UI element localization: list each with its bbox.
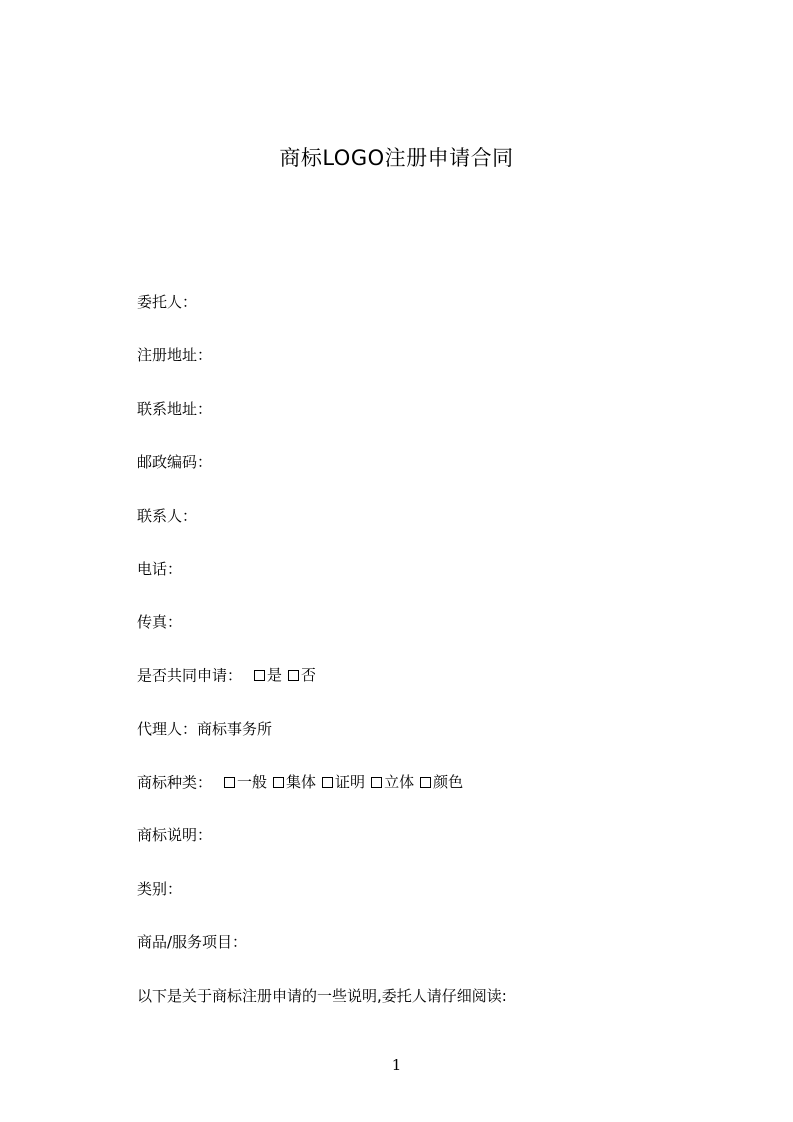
type-option-certification[interactable]: 证明 xyxy=(322,773,365,791)
field-joint-application xyxy=(137,666,322,685)
field-fax: 传真： xyxy=(137,613,183,631)
field-goods-services: 商品/服务项目： xyxy=(137,933,248,951)
field-contact-person: 联系人： xyxy=(137,507,198,525)
instruction-note: 以下是关于商标注册申请的一些说明,委托人请仔细阅读: xyxy=(137,987,507,1005)
checkbox-icon[interactable] xyxy=(420,777,431,788)
field-client: 委托人： xyxy=(137,293,198,311)
checkbox-icon[interactable] xyxy=(273,777,284,788)
checkbox-icon[interactable] xyxy=(371,777,382,788)
field-registered-address: 注册地址： xyxy=(137,346,213,364)
checkbox-icon[interactable] xyxy=(288,670,299,681)
type-option-color[interactable]: 颜色 xyxy=(420,773,463,791)
field-trademark-type xyxy=(137,773,469,792)
field-phone: 电话： xyxy=(137,560,183,578)
type-option-collective[interactable]: 集体 xyxy=(273,773,316,791)
joint-option-no[interactable]: 否 xyxy=(288,666,316,684)
agent-value: 商标事务所 xyxy=(197,720,273,738)
type-option-3d[interactable]: 立体 xyxy=(371,773,414,791)
page-number: 1 xyxy=(391,1056,402,1074)
checkbox-icon[interactable] xyxy=(224,777,235,788)
field-postal-code: 邮政编码： xyxy=(137,453,213,471)
field-class: 类别： xyxy=(137,880,183,898)
field-trademark-description: 商标说明： xyxy=(137,826,213,844)
joint-option-yes[interactable]: 是 xyxy=(254,666,282,684)
joint-application-label: 是否共同申请： xyxy=(137,666,243,685)
checkbox-icon[interactable] xyxy=(254,670,265,681)
document-title: 商标LOGO注册申请合同 xyxy=(279,146,514,170)
agent-label: 代理人： xyxy=(137,720,198,738)
checkbox-icon[interactable] xyxy=(322,777,333,788)
trademark-type-label: 商标种类： xyxy=(137,773,213,792)
field-agent xyxy=(137,720,272,738)
field-contact-address: 联系地址： xyxy=(137,400,213,418)
type-option-general[interactable]: 一般 xyxy=(224,773,267,791)
